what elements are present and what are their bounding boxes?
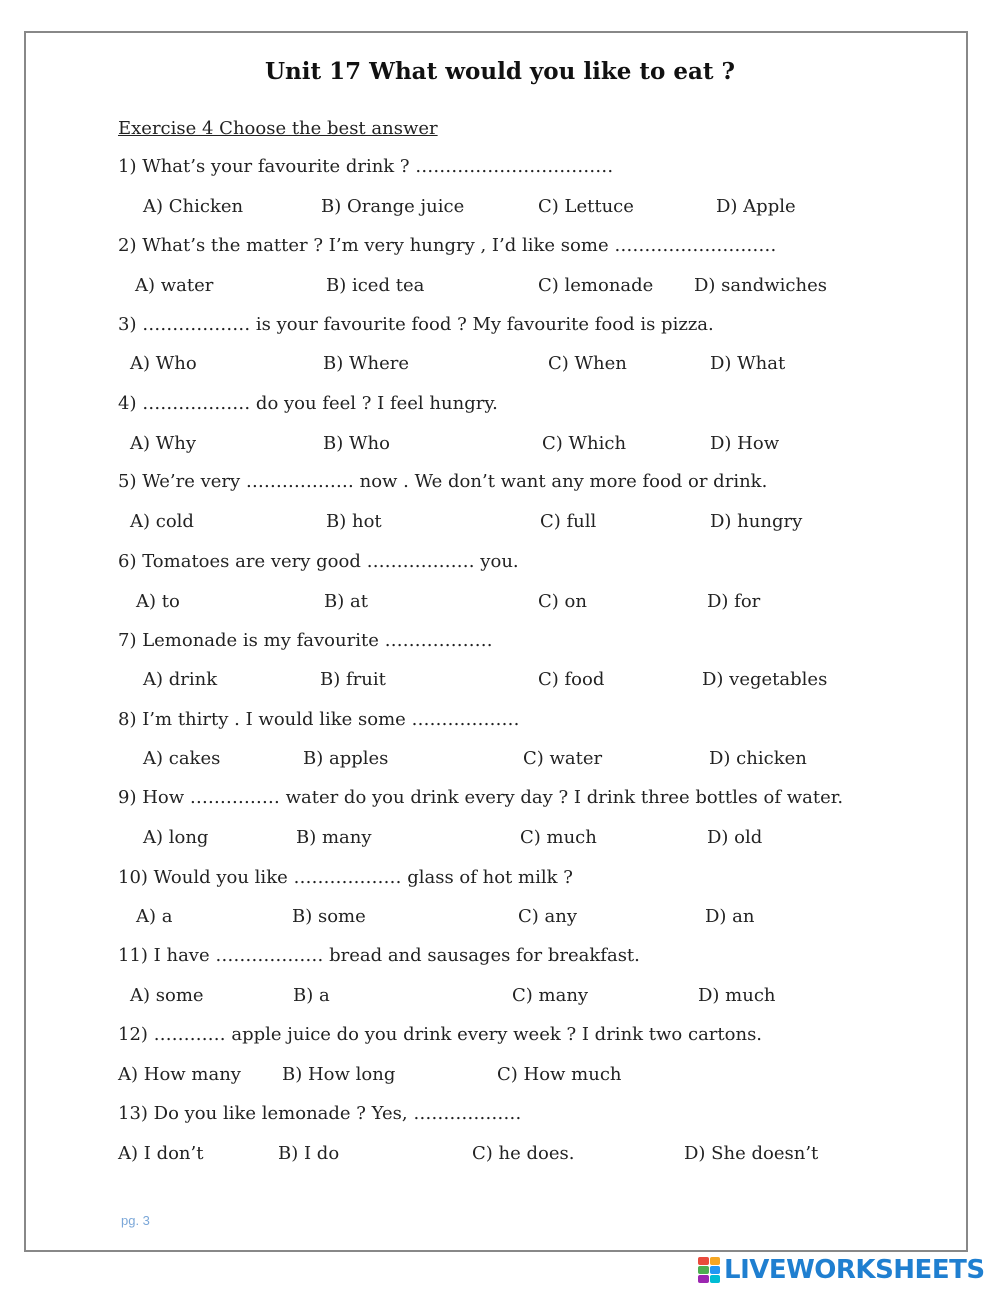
q9-option-c[interactable]: C) much — [520, 827, 597, 848]
q11-option-a[interactable]: A) some — [130, 985, 204, 1006]
q1-option-b[interactable]: B) Orange juice — [321, 196, 465, 217]
q13-option-c[interactable]: C) he does. — [472, 1143, 575, 1164]
q3-option-d[interactable]: D) What — [710, 353, 786, 374]
q11-option-d[interactable]: D) much — [698, 985, 776, 1006]
q7-option-b[interactable]: B) fruit — [320, 669, 386, 690]
q5-option-a[interactable]: A) cold — [130, 511, 194, 532]
question-5: 5) We’re very ……………… now . We don’t want any more food or drink. — [118, 471, 768, 492]
q4-option-a[interactable]: A) Why — [130, 433, 197, 454]
q12-option-a[interactable]: A) How many — [118, 1064, 241, 1085]
page-number: pg. 3 — [121, 1213, 150, 1228]
q2-option-b[interactable]: B) iced tea — [326, 275, 425, 296]
question-3: 3) ……………… is your favourite food ? My favourite food is pizza. — [118, 314, 714, 335]
q1-option-c[interactable]: C) Lettuce — [538, 196, 634, 217]
q5-option-b[interactable]: B) hot — [326, 511, 382, 532]
q3-option-c[interactable]: C) When — [548, 353, 627, 374]
q6-option-b[interactable]: B) at — [324, 591, 368, 612]
q5-option-c[interactable]: C) full — [540, 511, 597, 532]
question-11: 11) I have ……………… bread and sausages for breakfast. — [118, 945, 640, 966]
q9-option-a[interactable]: A) long — [143, 827, 209, 848]
liveworksheets-logo-icon — [698, 1257, 720, 1283]
page-title: Unit 17 What would you like to eat ? — [264, 58, 736, 85]
q2-option-c[interactable]: C) lemonade — [538, 275, 654, 296]
q4-option-d[interactable]: D) How — [710, 433, 780, 454]
question-8: 8) I’m thirty . I would like some ……………… — [118, 709, 520, 730]
q13-option-a[interactable]: A) I don’t — [118, 1143, 204, 1164]
question-10: 10) Would you like ……………… glass of hot milk ? — [118, 867, 573, 888]
q8-option-a[interactable]: A) cakes — [143, 748, 221, 769]
q7-option-c[interactable]: C) food — [538, 669, 605, 690]
q8-option-d[interactable]: D) chicken — [709, 748, 807, 769]
question-13: 13) Do you like lemonade ? Yes, ……………… — [118, 1103, 522, 1124]
question-7: 7) Lemonade is my favourite ……………… — [118, 630, 493, 651]
q4-option-b[interactable]: B) Who — [323, 433, 390, 454]
q11-option-b[interactable]: B) a — [293, 985, 330, 1006]
q4-option-c[interactable]: C) Which — [542, 433, 627, 454]
q10-option-b[interactable]: B) some — [292, 906, 366, 927]
q10-option-c[interactable]: C) any — [518, 906, 578, 927]
q1-option-d[interactable]: D) Apple — [716, 196, 796, 217]
exercise-heading: Exercise 4 Choose the best answer — [118, 118, 438, 139]
q3-option-b[interactable]: B) Where — [323, 353, 409, 374]
liveworksheets-brand[interactable] — [698, 1255, 985, 1285]
q5-option-d[interactable]: D) hungry — [710, 511, 803, 532]
q7-option-a[interactable]: A) drink — [143, 669, 218, 690]
q2-option-d[interactable]: D) sandwiches — [694, 275, 827, 296]
q1-option-a[interactable]: A) Chicken — [143, 196, 244, 217]
q8-option-c[interactable]: C) water — [523, 748, 603, 769]
question-2: 2) What’s the matter ? I’m very hungry , I’d like some ……………………… — [118, 235, 777, 256]
question-4: 4) ……………… do you feel ? I feel hungry. — [118, 393, 498, 414]
q7-option-d[interactable]: D) vegetables — [702, 669, 828, 690]
q2-option-a[interactable]: A) water — [135, 275, 214, 296]
q10-option-d[interactable]: D) an — [705, 906, 755, 927]
q6-option-d[interactable]: D) for — [707, 591, 761, 612]
q6-option-c[interactable]: C) on — [538, 591, 587, 612]
question-9: 9) How …………… water do you drink every day ? I drink three bottles of water. — [118, 787, 844, 808]
q12-option-b[interactable]: B) How long — [282, 1064, 396, 1085]
question-1: 1) What’s your favourite drink ? …………………………… — [118, 156, 614, 177]
question-12: 12) ………… apple juice do you drink every week ? I drink two cartons. — [118, 1024, 763, 1045]
q13-option-d[interactable]: D) She doesn’t — [684, 1143, 819, 1164]
q13-option-b[interactable]: B) I do — [278, 1143, 340, 1164]
brand-text: LIVEWORKSHEETS — [724, 1255, 985, 1285]
q9-option-d[interactable]: D) old — [707, 827, 763, 848]
question-6: 6) Tomatoes are very good ……………… you. — [118, 551, 519, 572]
q6-option-a[interactable]: A) to — [136, 591, 180, 612]
q11-option-c[interactable]: C) many — [512, 985, 589, 1006]
q3-option-a[interactable]: A) Who — [130, 353, 197, 374]
q12-option-c[interactable]: C) How much — [497, 1064, 622, 1085]
q9-option-b[interactable]: B) many — [296, 827, 372, 848]
q8-option-b[interactable]: B) apples — [303, 748, 389, 769]
q10-option-a[interactable]: A) a — [136, 906, 173, 927]
